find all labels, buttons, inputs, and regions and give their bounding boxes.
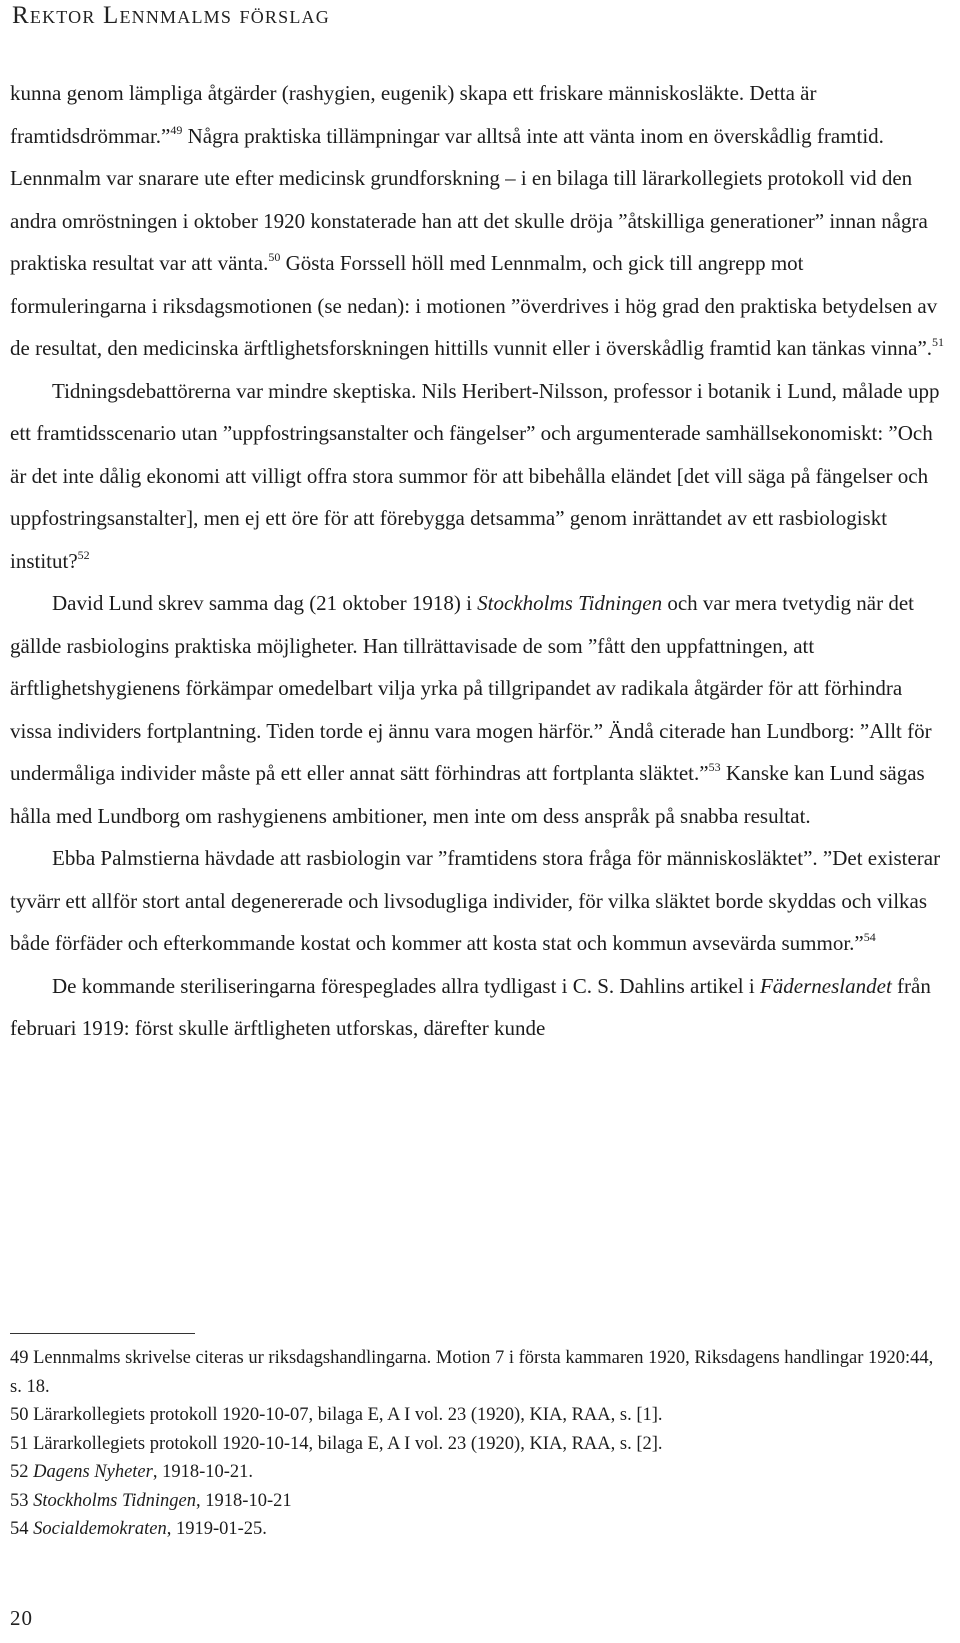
text-run: Gösta Forssell höll med Lennmalm, och gick till angrepp mot formuleringarna i riksdagsmotionen (se nedan): i motionen ”överdrives i hög grad den praktiska betydelsen av de resultat, den medicinska ärftlighetsforskningen hittills vunnit eller i överskådlig framtid kan tänkas vinna”. bbox=[10, 251, 938, 360]
footnote-number: 54 bbox=[10, 1519, 29, 1539]
footnote-ref-53[interactable]: 53 bbox=[708, 760, 721, 774]
footnotes bbox=[10, 1344, 940, 1544]
text-run: kunna genom lämpliga åtgärder (rashygien, eugenik) skapa ett friskare människosläkte. Detta är framtidsdrömmar.” bbox=[10, 81, 817, 148]
text-run: David Lund skrev samma dag (21 oktober 1918) i bbox=[52, 591, 478, 615]
text-run: Några praktiska tillämpningar var alltså inte att vänta inom en överskådlig framtid. Lennmalm var snarare ute efter medicinsk grundforskning – i en bilaga till lärarkollegiets protokoll vid den andra omröstningen i oktober 1920 konstaterade han att det skulle dröja ”åtskilliga generationer” innan några praktiska resultat var att vänta. bbox=[10, 123, 928, 275]
footnote-title: Socialdemokraten bbox=[33, 1519, 167, 1539]
italic-title: Fäderneslandet bbox=[759, 973, 892, 998]
footnote-title: Stockholms Tidningen bbox=[33, 1490, 197, 1511]
footnote-ref-50[interactable]: 50 bbox=[268, 250, 281, 264]
paragraph-1 bbox=[10, 72, 944, 370]
footnote-text: Lärarkollegiets protokoll 1920-10-14, bilaga E, A I vol. 23 (1920), KIA, RAA, s. [2]. bbox=[33, 1433, 663, 1454]
text-run: De kommande steriliseringarna förespeglades allra tydligast i C. S. Dahlins artikel i bbox=[52, 973, 760, 998]
footnote-ref-49[interactable]: 49 bbox=[170, 122, 183, 137]
footnote-text: , 1918-10-21 bbox=[196, 1490, 292, 1511]
page-number: 20 bbox=[10, 1606, 33, 1630]
running-head: Rektor Lennmalms förslag bbox=[12, 2, 330, 29]
footnote-49 bbox=[10, 1344, 940, 1401]
footnote-ref-54[interactable]: 54 bbox=[863, 930, 876, 944]
footnote-text: , 1918-10-21. bbox=[152, 1462, 254, 1482]
footnote-text: Lärarkollegiets protokoll 1920-10-07, bilaga E, A I vol. 23 (1920), KIA, RAA, s. [1]. bbox=[33, 1405, 663, 1425]
footnote-ref-51[interactable]: 51 bbox=[932, 335, 945, 349]
text-run: Ebba Palmstierna hävdade att rasbiologin var ”framtidens stora fråga för människosläktet”. ”Det existerar tyvärr ett allför stort antal degenererade och livsodugliga individer, för vilka släktet borde skyddas och vilkas både förfäder och efterkommande kostat och kommer att kosta stat och kommun avsevärda summor.” bbox=[10, 846, 941, 955]
footnote-50 bbox=[10, 1401, 940, 1430]
footnote-53 bbox=[10, 1487, 940, 1516]
footnote-title: Dagens Nyheter bbox=[33, 1462, 153, 1482]
footnote-54 bbox=[10, 1515, 940, 1544]
footnote-52 bbox=[10, 1458, 940, 1487]
footnote-51 bbox=[10, 1430, 940, 1459]
footnote-number: 50 bbox=[10, 1405, 29, 1425]
paragraph-5 bbox=[10, 965, 944, 1050]
footnote-number: 52 bbox=[10, 1462, 29, 1482]
footnote-text: , 1919-01-25. bbox=[166, 1519, 267, 1539]
text-run: Tidningsdebattörerna var mindre skeptiska. Nils Heribert-Nilsson, professor i botanik i Lund, målade upp ett framtidsscenario utan ”uppfostringsanstalter och fängelser” och argumenterade samhällsekonomiskt: ”Och är det inte dålig ekonomi att villigt offra stora summor för att bibehålla eländet [det vill säga på fängelser och uppfostringsanstalter], men ej ett öre för att förebygga detsamma” genom inrättandet av ett rasbiologiskt institut? bbox=[10, 378, 940, 573]
footnote-ref-52[interactable]: 52 bbox=[77, 547, 90, 562]
footnote-divider bbox=[10, 1333, 195, 1334]
paragraph-3 bbox=[10, 582, 944, 837]
footnote-number: 51 bbox=[10, 1433, 29, 1454]
paragraph-4 bbox=[10, 837, 944, 965]
text-run: och var mera tvetydig när det gällde rasbiologins praktiska möjligheter. Han tillrättavisade de som ”fått den uppfattningen, att ärftlighetshygienens förkämpar omedelbart vilja yrka på tillgripandet av radikala åtgärder för att förhindra vissa individers fortplantning. Tiden torde ej ännu vara mogen härför.” Ändå citerade han Lundborg: ”Allt för undermåliga individer måste på ett eller annat sätt förhindras att fortplanta släktet.” bbox=[10, 591, 932, 785]
footnote-number: 53 bbox=[10, 1490, 29, 1511]
footnote-text: Lennmalms skrivelse citeras ur riksdagshandlingarna. Motion 7 i första kammaren 1920, Riksdagens handlingar 1920:44, s. 18. bbox=[10, 1348, 934, 1397]
footnote-number: 49 bbox=[10, 1348, 29, 1368]
italic-title: Stockholms Tidningen bbox=[477, 591, 663, 615]
paragraph-2 bbox=[10, 370, 944, 583]
text-run: från februari 1919: först skulle ärftligheten utforskas, därefter kunde bbox=[10, 973, 931, 1040]
body-text bbox=[10, 72, 944, 1050]
text-run: Kanske kan Lund sägas hålla med Lundborg om rashygienens ambitioner, men inte om dess anspråk på snabba resultat. bbox=[10, 761, 925, 828]
